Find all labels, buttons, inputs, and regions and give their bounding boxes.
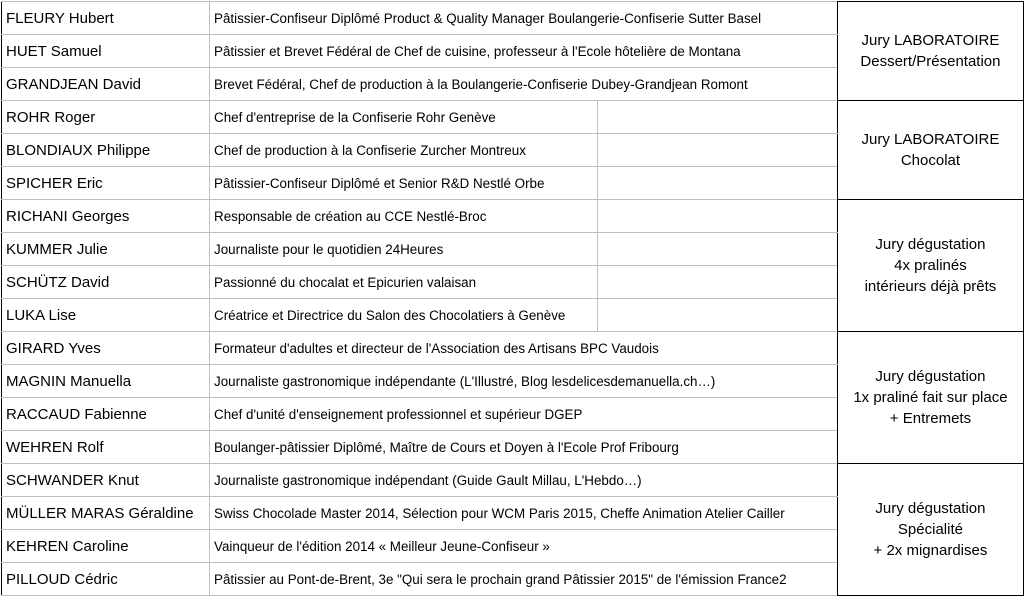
table-row (2, 464, 1024, 497)
member-name: LUKA Lise (2, 299, 210, 332)
member-role: Pâtissier et Brevet Fédéral de Chef de cuisine, professeur à l'Ecole hôtelière de Montana (210, 35, 838, 68)
table-row (2, 332, 1024, 365)
jury-label-line: Jury dégustation (875, 500, 986, 517)
member-name: MÜLLER MARAS Géraldine (2, 497, 210, 530)
member-name: WEHREN Rolf (2, 431, 210, 464)
member-name: BLONDIAUX Philippe (2, 134, 210, 167)
member-role: Pâtissier au Pont-de-Brent, 3e "Qui sera le prochain grand Pâtissier 2015" de l'émission France2 (210, 563, 838, 596)
jury-label-line: Jury LABORATOIRE (861, 131, 1000, 148)
member-role: Boulanger-pâtissier Diplômé, Maître de Cours et Doyen à l'Ecole Prof Fribourg (210, 431, 838, 464)
member-name: PILLOUD Cédric (2, 563, 210, 596)
member-name: KUMMER Julie (2, 233, 210, 266)
member-name: GRANDJEAN David (2, 68, 210, 101)
member-name: HUET Samuel (2, 35, 210, 68)
jury-label-line: 4x pralinés (894, 257, 967, 274)
member-role: Journaliste gastronomique indépendant (Guide Gault Millau, L'Hebdo…) (210, 464, 838, 497)
jury-label-line: 1x praliné fait sur place (853, 389, 1008, 406)
table-row (2, 200, 1024, 233)
member-name: RICHANI Georges (2, 200, 210, 233)
jury-label-line: Chocolat (900, 152, 961, 169)
member-name: FLEURY Hubert (2, 2, 210, 35)
jury-label-line: Spécialité (897, 521, 963, 538)
jury-label-line: Jury dégustation (875, 368, 986, 385)
member-role: Journaliste gastronomique indépendante (L'Illustré, Blog lesdelicesdemanuella.ch…) (210, 365, 838, 398)
jury-label-line: + Entremets (889, 410, 972, 427)
member-name: RACCAUD Fabienne (2, 398, 210, 431)
jury-label (837, 200, 1023, 332)
member-name: GIRARD Yves (2, 332, 210, 365)
member-name: SPICHER Eric (2, 167, 210, 200)
jury-label-line: Jury dégustation (875, 236, 986, 253)
member-role: Créatrice et Directrice du Salon des Chocolatiers à Genève (210, 299, 838, 332)
member-role: Chef d'unité d'enseignement professionnel et supérieur DGEP (210, 398, 838, 431)
member-role: Brevet Fédéral, Chef de production à la Boulangerie-Confiserie Dubey-Grandjean Romont (210, 68, 838, 101)
member-name: KEHREN Caroline (2, 530, 210, 563)
member-name: MAGNIN Manuella (2, 365, 210, 398)
jury-label-line: intérieurs déjà prêts (864, 278, 997, 295)
jury-label (837, 101, 1023, 200)
table-row (2, 101, 1024, 134)
member-role: Vainqueur de l'édition 2014 « Meilleur Jeune-Confiseur » (210, 530, 838, 563)
jury-label (837, 2, 1023, 101)
member-role: Responsable de création au CCE Nestlé-Broc (210, 200, 838, 233)
jury-label-line: + 2x mignardises (873, 542, 988, 559)
jury-label-line: Jury LABORATOIRE (861, 32, 1000, 49)
member-role: Formateur d'adultes et directeur de l'Association des Artisans BPC Vaudois (210, 332, 838, 365)
jury-table-body (2, 2, 1024, 596)
member-role: Pâtissier-Confiseur Diplômé Product & Quality Manager Boulangerie-Confiserie Sutter Basel (210, 2, 838, 35)
jury-label (837, 464, 1023, 596)
member-role: Chef d'entreprise de la Confiserie Rohr Genève (210, 101, 838, 134)
member-role: Swiss Chocolade Master 2014, Sélection pour WCM Paris 2015, Cheffe Animation Atelier Cailler (210, 497, 838, 530)
jury-label (837, 332, 1023, 464)
table-row (2, 2, 1024, 35)
member-name: SCHÜTZ David (2, 266, 210, 299)
member-name: ROHR Roger (2, 101, 210, 134)
member-role: Journaliste pour le quotidien 24Heures (210, 233, 838, 266)
member-role: Chef de production à la Confiserie Zurcher Montreux (210, 134, 838, 167)
jury-label-line: Dessert/Présentation (860, 53, 1001, 70)
jury-table (1, 1, 1024, 596)
member-role: Passionné du chocalat et Epicurien valaisan (210, 266, 838, 299)
member-role: Pâtissier-Confiseur Diplômé et Senior R&D Nestlé Orbe (210, 167, 838, 200)
member-name: SCHWANDER Knut (2, 464, 210, 497)
